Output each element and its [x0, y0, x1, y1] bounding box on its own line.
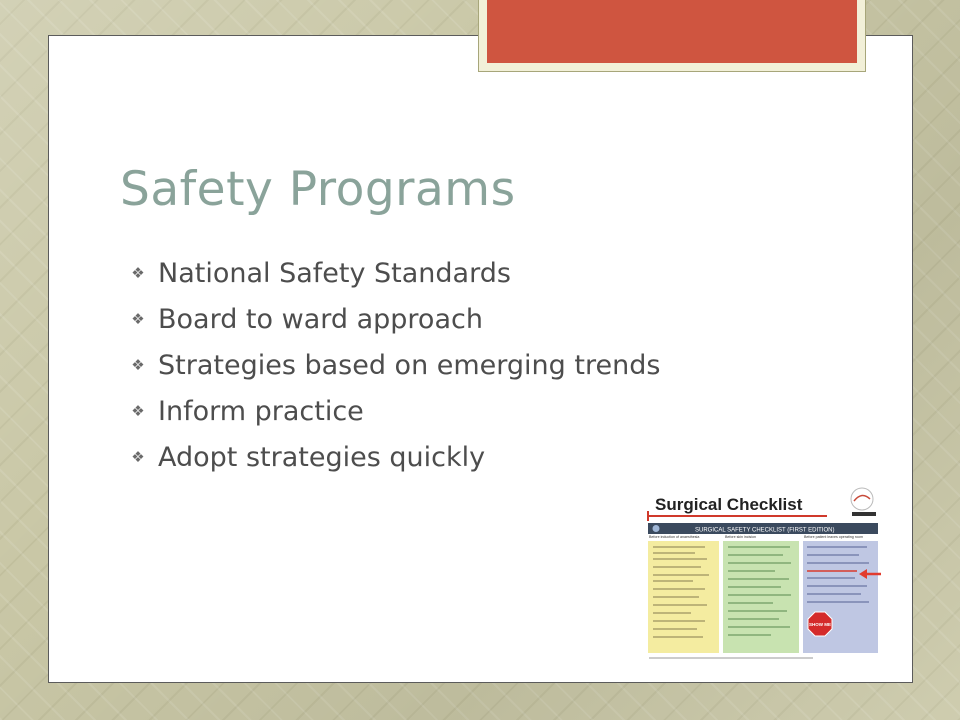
bullet-item — [130, 296, 660, 342]
header-tab — [478, 0, 866, 72]
checklist-heading: Surgical Checklist — [655, 495, 803, 514]
column-before-incision — [723, 541, 799, 653]
bullet-marker-icon: ❖ — [131, 356, 145, 374]
stop-sign-text: SHOW ME — [809, 622, 831, 627]
bullet-marker-icon: ❖ — [131, 264, 145, 282]
bullet-text: National Safety Standards — [158, 257, 511, 289]
column-header-2: Before skin incision — [725, 535, 756, 539]
bullet-item — [130, 250, 660, 296]
bullet-marker-icon: ❖ — [131, 448, 145, 466]
column-header-1: Before induction of anaesthesia — [649, 535, 700, 539]
checklist-banner-text: SURGICAL SAFETY CHECKLIST (FIRST EDITION) — [695, 527, 835, 534]
bullet-marker-icon: ❖ — [131, 402, 145, 420]
column-header-3: Before patient leaves operating room — [804, 535, 863, 539]
bullet-item — [130, 434, 660, 480]
bullet-marker-icon: ❖ — [131, 310, 145, 328]
bullet-text: Adopt strategies quickly — [158, 441, 486, 473]
column-before-leaving — [803, 541, 878, 653]
header-tab-red-fill — [487, 0, 857, 63]
logo-strip — [852, 512, 876, 516]
surgical-checklist-image — [645, 483, 883, 663]
bullet-item — [130, 388, 660, 434]
bullet-text: Inform practice — [158, 395, 364, 427]
who-logo-icon — [653, 525, 660, 532]
bullet-item — [130, 342, 660, 388]
bullet-text: Board to ward approach — [158, 303, 483, 335]
bullet-text: Strategies based on emerging trends — [158, 349, 661, 381]
slide-title: Safety Programs — [120, 162, 516, 217]
bullet-list — [130, 250, 660, 480]
